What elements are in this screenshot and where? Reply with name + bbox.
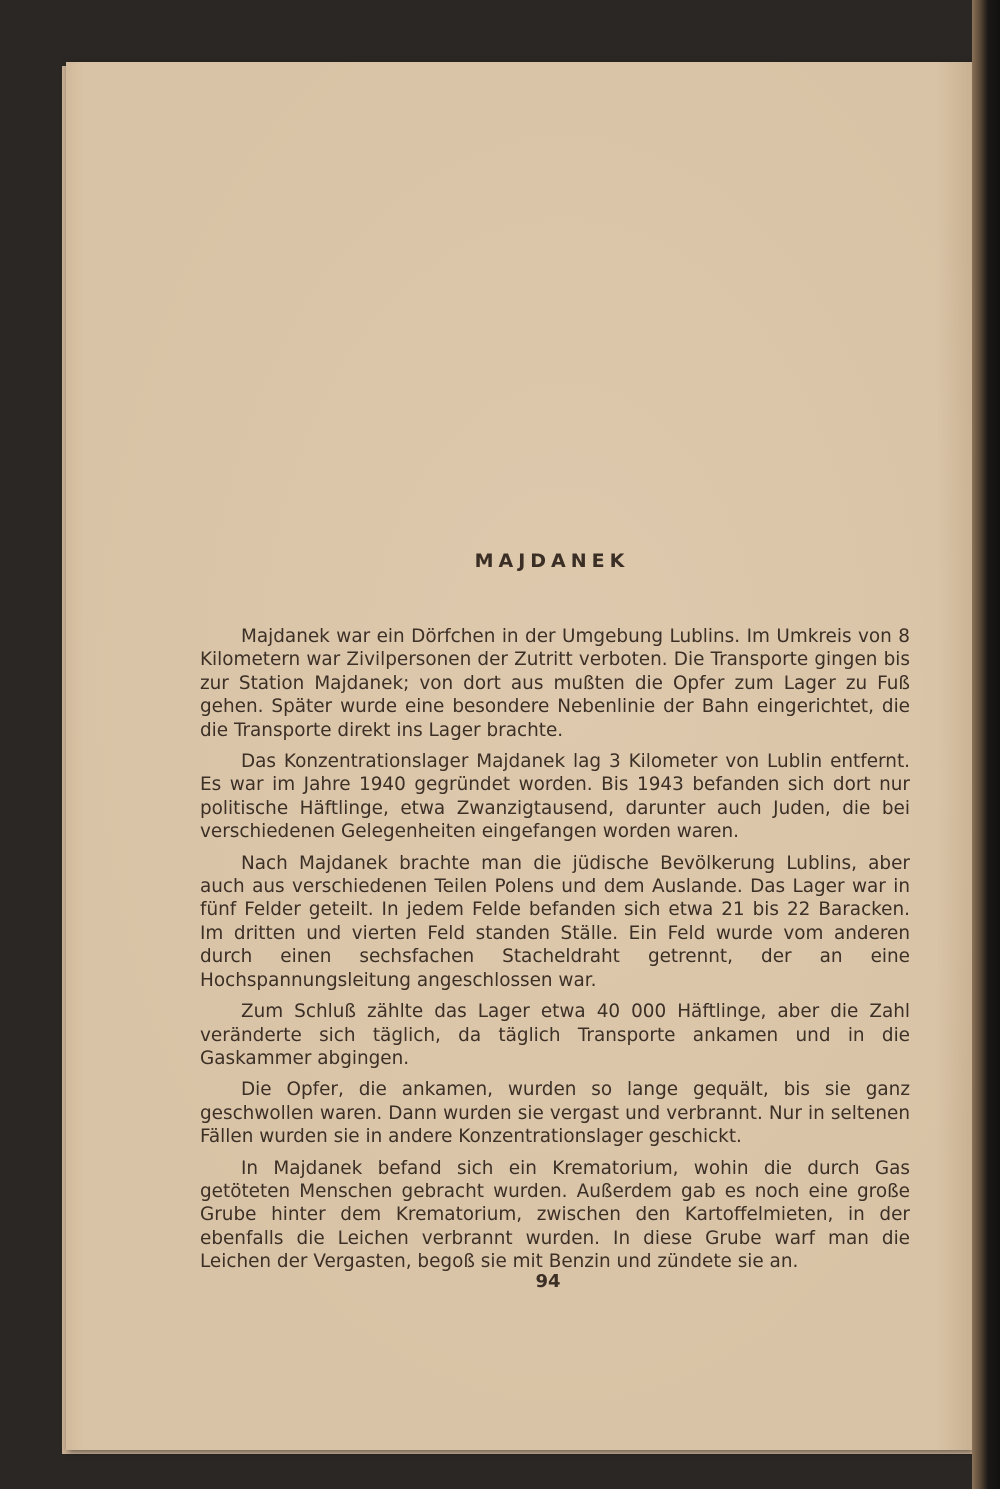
paragraph: Das Konzentrationslager Majdanek lag 3 Kilometer von Lublin entfernt. Es war im Jahre 1940 gegründet worden. Bis 1943 befanden sich dort nur politische Häftlinge, etwa Zwanzigtausend, darunter auch Juden, die bei verschiedenen Gelegenheiten eingefangen worden waren. [200,751,910,843]
chapter-title: MAJDANEK [474,550,630,572]
page-number: 94 [535,1271,561,1292]
paragraph: Die Opfer, die ankamen, wurden so lange gequält, bis sie ganz geschwollen waren. Dann wurden sie vergast und verbrannt. Nur in seltenen Fällen wurden sie in andere Konzentrationslager geschickt. [200,1079,910,1148]
paragraph: In Majdanek befand sich ein Krematorium, wohin die durch Gas getöteten Menschen gebracht wurden. Außerdem gab es noch eine große Grube hinter dem Krematorium, zwischen den Kartoffelmieten, in der ebenfalls die Leichen verbrannt wurden. In diese Grube warf man die Leichen der Vergasten, begoß sie mit Benzin und zündete sie an. [200,1157,910,1273]
binding-shadow [972,0,1000,1489]
paragraph: Nach Majdanek brachte man die jüdische Bevölkerung Lublins, aber auch aus verschiedenen Teilen Polens und dem Auslande. Das Lager war in fünf Felder geteilt. In jedem Felde befanden sich etwa 21 bis 22 Baracken. Im dritten und vierten Feld standen Ställe. Ein Feld wurde vom anderen durch einen sechsfachen Stacheldraht getrennt, der an eine Hochspannungsleitung angeschlossen war. [200,852,910,991]
paragraph: Zum Schluß zählte das Lager etwa 40 000 Häftlinge, aber die Zahl veränderte sich täglich, da täglich Transporte ankamen und in die Gaskammer abgingen. [200,1001,910,1069]
paragraph: Majdanek war ein Dörfchen in der Umgebung Lublins. Im Umkreis von 8 Kilometern war Zivilpersonen der Zutritt verboten. Die Transporte gingen bis zur Station Majdanek; von dort aus mußten die Opfer zum Lager zu Fuß gehen. Später wurde eine besondere Nebenlinie der Bahn eingerichtet, die die Transporte direkt ins Lager brachte. [200,626,910,741]
body-text [200,625,910,1282]
